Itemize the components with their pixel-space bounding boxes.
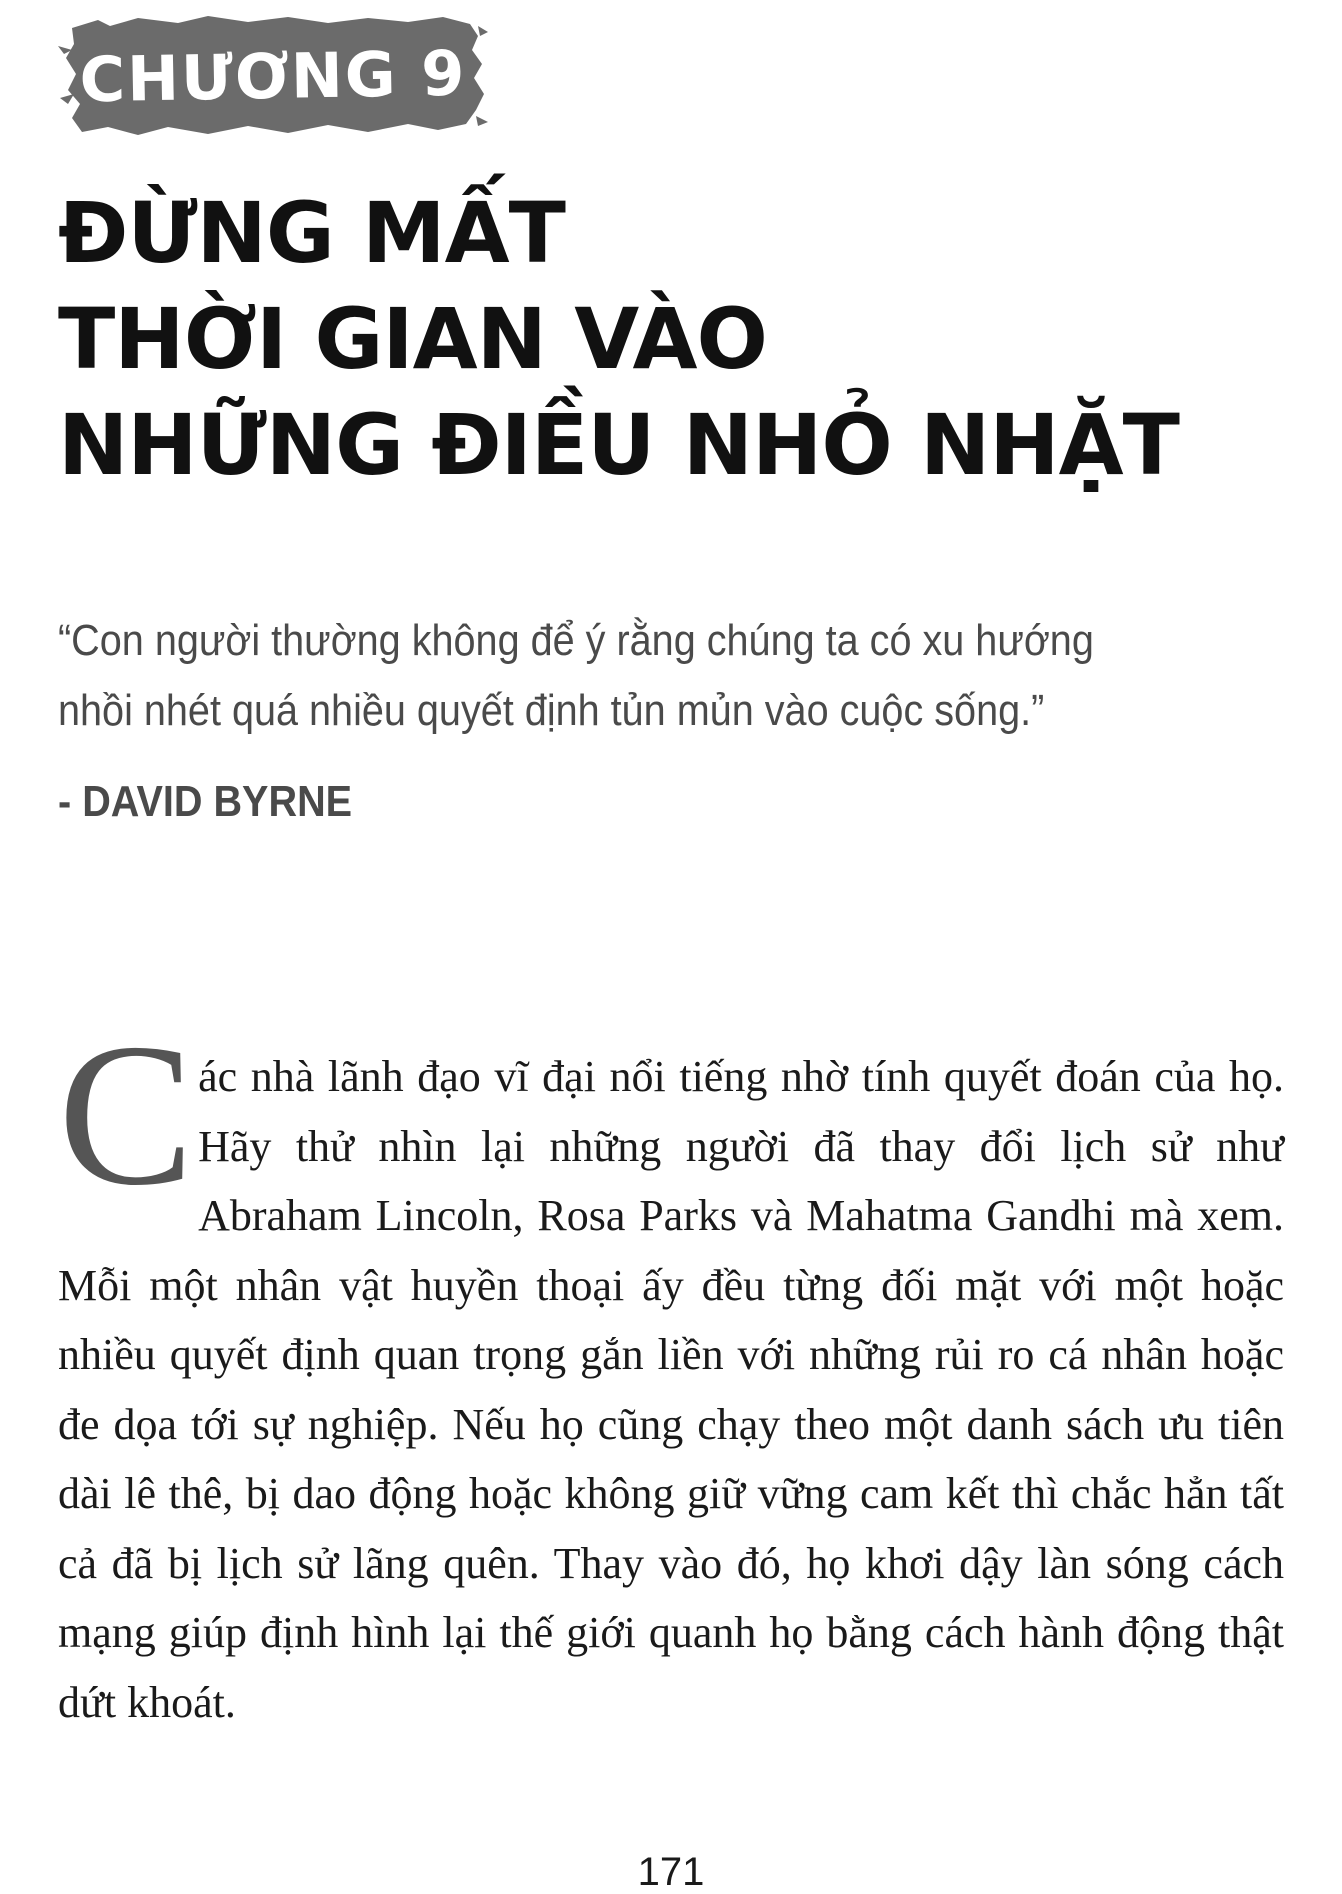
chapter-label: CHƯƠNG 9 bbox=[78, 36, 468, 116]
title-line-2: THỜI GIAN VÀO bbox=[58, 290, 767, 388]
chapter-title bbox=[58, 180, 1258, 498]
epigraph-quote: “Con người thường không để ý rằng chúng ta có xu hướng nhồi nhét quá nhiều quyết định tủn mủn vào cuộc sống.” bbox=[58, 616, 1094, 735]
title-line-3: NHỮNG ĐIỀU NHỎ NHẶT bbox=[58, 396, 1179, 494]
title-line-1: ĐỪNG MẤT bbox=[58, 184, 565, 282]
page-number: 171 bbox=[637, 1850, 705, 1894]
body-paragraph bbox=[58, 1002, 1284, 1737]
epigraph-author: - DAVID BYRNE bbox=[58, 777, 353, 826]
chapter-banner bbox=[58, 6, 488, 146]
drop-cap: C bbox=[58, 1002, 195, 1228]
body-text: ác nhà lãnh đạo vĩ đại nổi tiếng nhờ tính quyết đoán của họ. Hãy thử nhìn lại những người đã thay đổi lịch sử như Abraham Lincoln, Rosa Parks và Mahatma Gandhi mà xem. Mỗi một nhân vật huyền thoại ấy đều từng đối mặt với một hoặc nhiều quyết định quan trọng gắn liền với những rủi ro cá nhân hoặc đe dọa tới sự nghiệp. Nếu họ cũng chạy theo một danh sách ưu tiên dài lê thê, bị dao động hoặc không giữ vững cam kết thì chắc hẳn tất cả đã bị lịch sử lãng quên. Thay vào đó, họ khơi dậy làn sóng cách mạng giúp định hình lại thế giới quanh họ bằng cách hành động thật dứt khoát. bbox=[58, 1052, 1284, 1727]
